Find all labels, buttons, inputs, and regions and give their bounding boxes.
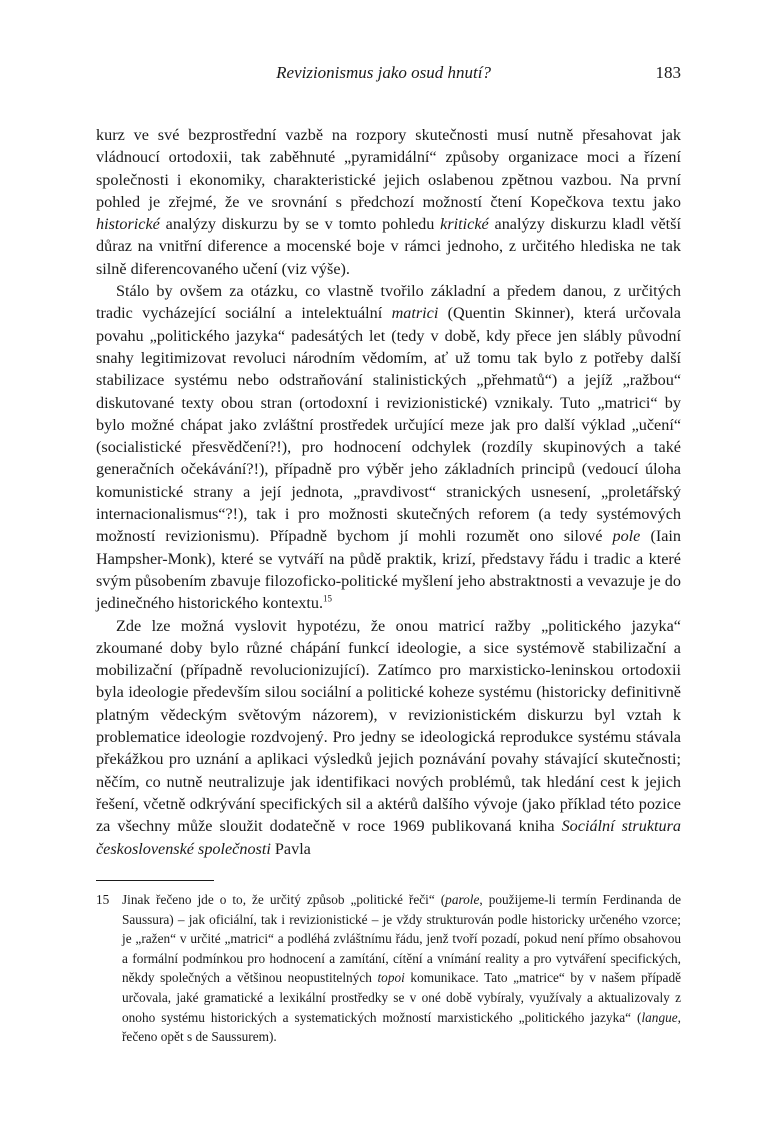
footnote-reference: 15 [323,593,333,604]
running-header [96,63,681,87]
running-title: Revizionismus jako osud hnutí? [276,63,491,82]
footnote-text: Jinak řečeno jde o to, že určitý způsob „politické řeči“ (parole, použijeme-li termín Ferdinanda de Saussura) – jak oficiální, tak i revizionistické – je vždy strukturován podle historicky určeného vzorce; je „ražen“ v určité „matrici“ a podléhá zvláštnímu řádu, jenž tvoří pozadí, pokud není přímo obsahovou a formální podmínkou pro hodnocení a zamítání, cítění a vnímání reality a pro vytváření specifických, někdy společných a většinou neopustitelných topoi komunikace. Tato „matrice“ by v našem případě určovala, jaké gramatické a lexikální prostředky se v oné době vybíraly, využívaly a aktualizovaly z onoho systému historických a systematických možností marxistického „politického jazyka“ (langue, řečeno opět s de Saussurem). [122,892,681,1045]
paragraph-2 [96,280,681,614]
footnote-rule [96,880,214,881]
paragraph-3-text: Zde lze možná vyslovit hypotézu, že onou matricí ražby „politického jazyka“ zkoumané doby bylo různé chápání funkcí ideologie, a sice systémově stabilizační a mobilizační (případně revolucionizující). Zatímco pro marxisticko-leninskou ortodoxii byla ideologie především silou sociální a politické koheze systému (historicky definitivně platným vědeckým světovým názorem), v revizionistickém diskurzu byl vztah k problematice ideologie rozdvojený. Pro jedny se ideologická reprodukce systému stávala překážkou pro uznání a aplikaci výsledků jejich poznávání povahy stávající skutečnosti; něčím, co nutně neutralizuje jak identifikaci nových problémů, tak hledání cest k jejich řešení, včetně odkrývání specifických sil a aktérů dalšího vývoje (jako příklad této pozice za všechny může sloužit dodatečně v roce 1969 publikovaná kniha Sociální struktura československé společnosti Pavla [96,616,681,858]
footnote [96,890,681,1047]
footnote-number: 15 [96,892,110,907]
paragraph-2-text: Stálo by ovšem za otázku, co vlastně tvořilo základní a předem danou, z určitých tradic vycházející sociální a intelektuální matrici (Quentin Skinner), která určovala povahu „politického jazyka“ padesátých let (tedy v době, kdy přece jen slábly původní snahy legitimizovat revoluci národním vědomím, ať už tomu tak bylo z potřeby další stabilizace systému nebo odstraňování stalinistických „přehmatů“) a jejíž „ražbou“ diskutované texty obou stran (ortodoxní i revizionistické) vznikaly. Tuto „matrici“ by bylo možné chápat jako zvláštní prostředek určující meze jak pro další výklad „učení“ (socialistické přesvědčení?!), pro hodnocení odchylek (rozdíly skupinových a také generačních očekávání?!), případně pro výběr jeho základních principů (vedoucí úloha komunistické strany a její jednota, „pravdivost“ stranických usnesení, „proletářský internacionalismus“?!), tak i pro možnosti skutečných reforem (a tedy systémových možností revizionismu). Případně bychom jí mohli rozumět ono silové pole (Iain Hampsher-Monk), které se vytváří na půdě praktik, krizí, představy řádu i tradic a které svým působením zbavuje filozoficko-politické myšlení jeho abstraktnosti a vevazuje je do jedinečného historického kontextu. [96,282,681,613]
body-text [96,124,681,860]
page-number: 183 [655,63,681,82]
paragraph-1-text: kurz ve své bezprostřední vazbě na rozpory skutečnosti musí nutně přesahovat jak vládnoucí ortodoxii, tak zaběhnuté „pyramidální“ způsoby organizace moci a řízení společnosti i ekonomiky, charakteristické jejich oslabenou zpětnou vazbou. Na první pohled je zřejmé, že ve srovnání s předchozí možností čtení Kopečkova textu jako historické analýzy diskurzu by se v tomto pohledu kritické analýzy diskurzu kladl větší důraz na vnitřní diference a mocenské boje v rámci jednoho, z určitého hlediska ne tak silně diferencovaného učení (viz výše). [96,126,681,278]
paragraph-1 [96,124,681,280]
paragraph-3 [96,615,681,860]
